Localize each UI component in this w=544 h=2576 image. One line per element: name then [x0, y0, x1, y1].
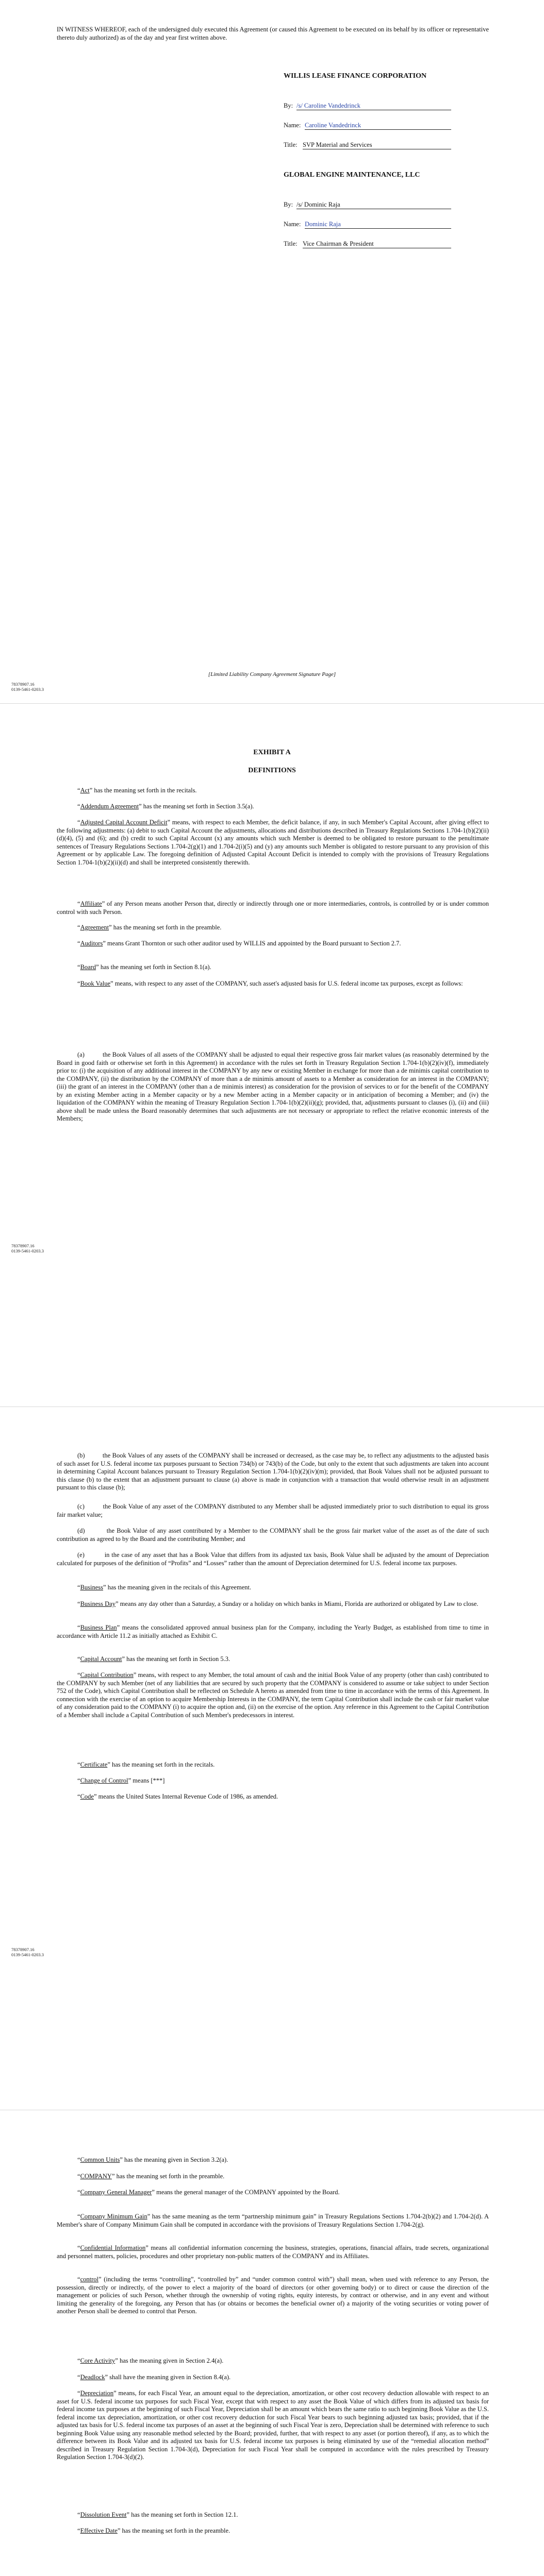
definition-paragraph: “Agreement” has the meaning set forth in the preamble.	[77, 924, 222, 931]
definition-term: Capital Account	[80, 1655, 122, 1663]
definition-text: means the United States Internal Revenue Code of 1986, as amended.	[96, 1793, 278, 1800]
definition-paragraph: “Company General Manager” means the general manager of the COMPANY appointed by the Board.	[77, 2189, 340, 2196]
definition-term: Deadlock	[80, 2374, 105, 2381]
definition-text: shall have the meaning given in Section 8.4(a).	[108, 2374, 231, 2381]
definition-term: Core Activity	[80, 2357, 116, 2364]
definition-paragraph: “Business Plan” means the consolidated approved annual business plan for the Company, including the Yearly Budget, as established from time to time in accordance with Article 11.2 as initially attached as Exhibit C.	[57, 1624, 489, 1639]
signature-title-value: Vice Chairman & President	[303, 240, 451, 248]
by-label: By:	[284, 102, 293, 109]
definition-text: has the same meaning as the term “partnership minimum gain” in Treasury Regulations Sections 1.704-2(b)(2) and 1.704-2(d). A Member's share of Company Minimum Gain shall be computed in accordance with the provisions of Treasury Regulations Section 1.704-2(g).	[57, 2213, 489, 2228]
definition-paragraph: “Code” means the United States Internal Revenue Code of 1986, as amended.	[77, 1793, 278, 1800]
definition-text: has the meaning given in Section 2.4(a).	[118, 2357, 224, 2364]
company-name-willis: WILLIS LEASE FINANCE CORPORATION	[284, 72, 427, 80]
signature-by-value: /s/ Dominic Raja	[296, 201, 451, 209]
definition-paragraph: “control” (including the terms “controlling”, “controlled by” and “under common control with”) shall mean, when used with reference to any Person, the possession, directly or indirectly, of the power to elect a majority of the board of directors (or other governing body) or to direct or cause the direction of the management or policies of such Person, whether through the ownership of voting rights, equity interests, by contract or otherwise, and in any event and without limiting the generality of the foregoing, any Person that has (or obtains or becomes the beneficial owner of) a majority of the voting securities or voting power of another Person shall be deemed to control that Person.	[57, 2276, 489, 2315]
definition-term: Certificate	[80, 1761, 108, 1768]
book-value-clause-b: (b) the Book Values of any assets of the COMPANY shall be increased or decreased, as the case may be, to reflect any adjustments to the adjusted basis of such asset for U.S. federal income tax purposes pursuant to Section 734(b) or 743(b) of the Code, but only to the extent that such adjustments are taken into account in determining Capital Account balances pursuant to Treasury Regulation Section 1.704-1(b)(2)(iv)(m); provided, that Book Values shall not be adjusted pursuant to this clause (b) to the extent that an adjustment pursuant to clause (a) above is made in conjunction with a transaction that would otherwise result in an adjustment pursuant to this clause (b);	[57, 1452, 489, 1491]
definition-paragraph: “Business” has the meaning given in the recitals of this Agreement.	[77, 1584, 252, 1591]
page-footer: 78378907.16 0139-5461-0203.3	[11, 1243, 44, 1253]
definition-paragraph: “Company Minimum Gain” has the same meaning as the term “partnership minimum gain” in Treasury Regulations Sections 1.704-2(b)(2) and 1.704-2(d). A Member's share of Company Minimum Gain shall be computed in accordance with the provisions of Treasury Regulations Section 1.704-2(g).	[57, 2213, 489, 2228]
definition-paragraph: “Common Units” has the meaning given in Section 3.2(a).	[77, 2156, 228, 2163]
company-name-gem: GLOBAL ENGINE MAINTENANCE, LLC	[284, 171, 420, 179]
definition-paragraph: “Core Activity” has the meaning given in Section 2.4(a).	[77, 2357, 224, 2364]
definition-paragraph: “Dissolution Event” has the meaning set forth in Section 12.1.	[77, 2511, 238, 2518]
definition-text: has the meaning given in the recitals of this Agreement.	[106, 1584, 252, 1591]
definition-term: Business Day	[80, 1600, 116, 1607]
definition-text: has the meaning set forth in Section 5.3.	[125, 1655, 230, 1663]
title-label: Title:	[284, 141, 298, 148]
definition-paragraph: “Addendum Agreement” has the meaning set forth in Section 3.5(a).	[77, 803, 254, 810]
name-label: Name:	[284, 122, 301, 129]
book-value-clause-c: (c) the Book Value of any asset of the COMPANY distributed to any Member shall be adjusted immediately prior to such distribution to equal its gross fair market value;	[57, 1503, 489, 1518]
definition-text: has the meaning set forth in the preamble.	[114, 2173, 225, 2180]
exhibit-title: EXHIBIT A	[253, 749, 291, 756]
definition-term: Change of Control	[80, 1777, 128, 1784]
definition-text: has the meaning set forth in the recitals.	[110, 1761, 215, 1768]
definition-term: Business Plan	[80, 1624, 117, 1631]
definition-term: Affiliate	[80, 900, 102, 907]
definition-paragraph: “Effective Date” has the meaning set forth in the preamble.	[77, 2527, 230, 2534]
book-value-clause-a: (a) the Book Values of all assets of the COMPANY shall be adjusted to equal their respective gross fair market values (as reasonably determined by the Board in good faith or otherwise set forth in this Agreement) in accordance with the rules set forth in Treasury Regulation Section 1.704-1(b)(2)(iv)(f), immediately prior to: (i) the acquisition of any additional interest in the COMPANY by any new or existing Member in exchange for more than a de minimis capital contribution to the COMPANY, (ii) the distribution by the COMPANY of more than a de minimis amount of assets to a Member as consideration for an interest in the COMPANY; (iii) the grant of an interest in the COMPANY (other than a de minimis interest) as consideration for the provision of services to or for the benefit of the COMPANY by an existing Member acting in a Member capacity or by a new Member acting in a Member capacity or in anticipation of becoming a Member; and (iv) the liquidation of the COMPANY within the meaning of Treasury Regulation Section 1.704-1(b)(2)(ii)(g); provided, that, adjustments pursuant to clauses (i), (ii) and (iii) above shall be made unless the Board reasonably determines that such adjustments are not necessary or appropriate to reflect the relative economic interests of the Members;	[57, 1051, 489, 1122]
definition-text: has the meaning set forth in Section 12.1.	[129, 2511, 238, 2518]
book-value-clause-d: (d) the Book Value of any asset contributed by a Member to the COMPANY shall be the gross fair market value of the asset as of the date of such contribution as agreed to by the Board and the contributing Member; and	[57, 1527, 489, 1543]
definition-text: has the meaning set forth in Section 8.1(a).	[98, 963, 211, 971]
definition-text: means [***]	[131, 1777, 165, 1784]
definition-text: has the meaning given in Section 3.2(a).	[122, 2156, 228, 2163]
definition-paragraph: “Depreciation” means, for each Fiscal Year, an amount equal to the depreciation, amortization, or other cost recovery deduction allowable with respect to an asset for U.S. federal income tax purposes for such Fiscal Year, except that with respect to any asset the Book Value of which differs from its adjusted tax basis for federal income tax purposes at the beginning of such Fiscal Year, Depreciation shall be an amount which bears the same ratio to such beginning Book Value as the U.S. federal income tax depreciation, amortization, or other cost recovery deduction for such Fiscal Year bears to such beginning adjusted tax basis; provided, that if the adjusted tax basis for U.S. federal income tax purposes of an asset at the beginning of such Fiscal Year is zero, Depreciation shall be determined with reference to such beginning Book Value using any reasonable method selected by the Board; provided, further, that with respect to any asset (or portion thereof), if any, as to which the difference between its Book Value and its adjusted tax basis for U.S. federal income tax purposes is being eliminated by use of the “remedial allocation method” described in Treasury Regulation Section 1.704-3(d), Depreciation for such Fiscal Year shall be computed in accordance with the rules prescribed by Treasury Regulation Section 1.704-3(d)(2).	[57, 2389, 489, 2461]
definition-text: means the consolidated approved annual business plan for the Company, including the Yearly Budget, as established from time to time in accordance with Article 11.2 as initially attached as Exhibit C.	[57, 1624, 489, 1639]
page-footer: 78378907.16 0139-5461-0203.3	[11, 1947, 44, 1957]
signature-name-value: Caroline Vandedrinck	[305, 122, 451, 130]
definition-text: of any Person means another Person that, directly or indirectly through one or more intermediaries, controls, is controlled by or is under common control with such Person.	[57, 900, 489, 916]
definition-text: means, for each Fiscal Year, an amount equal to the depreciation, amortization, or other cost recovery deduction allowable with respect to an asset for U.S. federal income tax purposes for such Fiscal Year, except that with respect to any asset the Book Value of which differs from its adjusted tax basis for federal income tax purposes at the beginning of such Fiscal Year, Depreciation shall be an amount which bears the same ratio to such beginning Book Value as the U.S. federal income tax depreciation, amortization, or other cost recovery deduction for such Fiscal Year bears to such beginning adjusted tax basis; provided, that if the adjusted tax basis for U.S. federal income tax purposes of an asset at the beginning of such Fiscal Year is zero, Depreciation shall be determined with reference to such beginning Book Value using any reasonable method selected by the Board; provided, further, that with respect to any asset (or portion thereof), if any, as to which the difference between its Book Value and its adjusted tax basis for U.S. federal income tax purposes is being eliminated by use of the “remedial allocation method” described in Treasury Regulation Section 1.704-3(d), Depreciation for such Fiscal Year shall be computed in accordance with the rules prescribed by Treasury Regulation Section 1.704-3(d)(2).	[57, 2389, 489, 2461]
page-divider	[0, 703, 544, 704]
page-footer: 78378907.16 0139-5461-0203.3	[11, 682, 44, 692]
signature-title-value: SVP Material and Services	[303, 141, 451, 149]
definition-paragraph: “Capital Account” has the meaning set forth in Section 5.3.	[77, 1655, 230, 1663]
definition-term: Confidential Information	[80, 2244, 146, 2251]
definition-paragraph: “COMPANY” has the meaning set forth in the preamble.	[77, 2173, 225, 2180]
definition-term: control	[80, 2276, 98, 2283]
definition-text: has the meaning set forth in Section 3.5(a).	[141, 803, 254, 810]
definition-term: Common Units	[80, 2156, 120, 2163]
definition-paragraph: “Business Day” means any day other than a Saturday, a Sunday or a holiday on which banks in Miami, Florida are authorized or obligated by Law to close.	[77, 1600, 479, 1607]
definition-paragraph: “Affiliate” of any Person means another Person that, directly or indirectly through one or more intermediaries, controls, is controlled by or is under common control with such Person.	[57, 900, 489, 916]
definition-paragraph: “Deadlock” shall have the meaning given in Section 8.4(a).	[77, 2374, 231, 2381]
witness-paragraph: IN WITNESS WHEREOF, each of the undersigned duly executed this Agreement (or caused this Agreement to be executed on its behalf by its officer or representative thereto duly authorized) as of the day and year first written above.	[57, 26, 489, 41]
definition-term: Board	[80, 963, 96, 971]
definition-term: Act	[80, 787, 90, 794]
definition-term: Effective Date	[80, 2527, 118, 2534]
definition-text: means any day other than a Saturday, a Sunday or a holiday on which banks in Miami, Florida are authorized or obligated by Law to close.	[118, 1600, 479, 1607]
definition-text: has the meaning set forth in the preamble.	[120, 2527, 230, 2534]
definition-paragraph: “Capital Contribution” means, with respect to any Member, the total amount of cash and the initial Book Value of any property (other than cash) contributed to the COMPANY by such Member (net of any liabilities that are secured by such property that the COMPANY is considered to assume or take subject to under Section 752 of the Code), which Capital Contribution shall be reflected on Schedule A hereto as amended from time to time in accordance with the terms of this Agreement. In connection with the exercise of an option to acquire Membership Interests in the COMPANY, the term Capital Contribution shall include the cash or fair market value of any consideration paid to the COMPANY (i) to acquire the option and, (ii) on the exercise of the option. Any reference in this Agreement to the Capital Contribution of a Member shall include a Capital Contribution of such Member's predecessors in interest.	[57, 1671, 489, 1719]
definition-text: (including the terms “controlling”, “controlled by” and “under common control with”) shall mean, when used with reference to any Person, the possession, directly or indirectly, of the power to elect a majority of the board of directors (or other governing body) or to direct or cause the direction of the management or policies of such Person, whether through the ownership of voting rights, equity interests, by contract or otherwise, and in any event and without limiting the generality of the foregoing, any Person that has (or obtains or becomes the beneficial owner of) a majority of the voting securities or voting power of another Person shall be deemed to control that Person.	[57, 2276, 489, 2315]
definition-term: Depreciation	[80, 2389, 114, 2397]
definition-text: means, with respect to each Member, the deficit balance, if any, in such Member's Capital Account, after giving effect to the following adjustments: (a) debit to such Capital Account the adjustments, allocations and distributions described in Treasury Regulations Sections 1.704-1(b)(2)(ii)(d)(4), (5) and (6); and (b) credit to such Capital Account (x) any amounts which such Member is deemed to be obligated to restore pursuant to the penultimate sentences of Treasury Regulations Sections 1.704-2(g)(1) and 1.704-2(i)(5) and (y) any amounts such Member is obligated to restore pursuant to any provision of this Agreement or by applicable Law. The foregoing definition of Adjusted Capital Account Deficit is intended to comply with the provisions of Treasury Regulations Section 1.704-1(b)(2)(ii)(d) and shall be interpreted consistently therewith.	[57, 819, 489, 866]
definition-term: COMPANY	[80, 2173, 112, 2180]
exhibit-subtitle: DEFINITIONS	[248, 767, 296, 774]
definition-paragraph: “Confidential Information” means all confidential information concerning the business, strategies, operations, financial affairs, trade secrets, organizational and personnel matters, policies, procedures and other proprietary non-public matters of the COMPANY and its Affiliates.	[57, 2244, 489, 2260]
page-divider	[0, 1406, 544, 1407]
definition-term: Book Value	[80, 980, 111, 987]
definition-term: Addendum Agreement	[80, 803, 139, 810]
definition-term: Adjusted Capital Account Deficit	[80, 819, 168, 826]
definition-term: Agreement	[80, 924, 109, 931]
by-label: By:	[284, 201, 293, 208]
name-label: Name:	[284, 221, 301, 228]
definition-text: has the meaning set forth in the preamble.	[111, 924, 222, 931]
definition-term: Code	[80, 1793, 94, 1800]
signature-name-value: Dominic Raja	[305, 221, 451, 229]
definition-paragraph: “Act” has the meaning set forth in the recitals.	[77, 787, 197, 794]
definition-text: means all confidential information concerning the business, strategies, operations, financial affairs, trade secrets, organizational and personnel matters, policies, procedures and other proprietary non-public matters of the COMPANY and its Affiliates.	[57, 2244, 489, 2260]
definition-term: Business	[80, 1584, 104, 1591]
definition-term: Dissolution Event	[80, 2511, 127, 2518]
signature-page-caption: [Limited Liability Company Agreement Signature Page]	[208, 671, 336, 677]
definition-text: means, with respect to any Member, the total amount of cash and the initial Book Value of any property (other than cash) contributed to the COMPANY by such Member (net of any liabilities that are secured by such property that the COMPANY is considered to assume or take subject to under Section 752 of the Code), which Capital Contribution shall be reflected on Schedule A hereto as amended from time to time in accordance with the terms of this Agreement. In connection with the exercise of an option to acquire Membership Interests in the COMPANY, the term Capital Contribution shall include the cash or fair market value of any consideration paid to the COMPANY (i) to acquire the option and, (ii) on the exercise of the option. Any reference in this Agreement to the Capital Contribution of a Member shall include a Capital Contribution of such Member's predecessors in interest.	[57, 1671, 489, 1719]
definition-paragraph: “Auditors” means Grant Thornton or such other auditor used by WILLIS and appointed by the Board pursuant to Section 2.7.	[77, 940, 401, 947]
definition-paragraph: “Change of Control” means [***]	[77, 1777, 165, 1784]
definition-term: Company General Manager	[80, 2189, 152, 2196]
definition-text: means Grant Thornton or such other auditor used by WILLIS and appointed by the Board pursuant to Section 2.7.	[105, 940, 401, 947]
definition-term: Company Minimum Gain	[80, 2213, 147, 2220]
definition-text: means the general manager of the COMPANY appointed by the Board.	[154, 2189, 340, 2196]
definition-term: Capital Contribution	[80, 1671, 134, 1679]
definition-term: Auditors	[80, 940, 103, 947]
definition-text: has the meaning set forth in the recitals.	[92, 787, 197, 794]
signature-by-value: /s/ Caroline Vandedrinck	[296, 102, 451, 110]
title-label: Title:	[284, 240, 298, 247]
definition-paragraph: “Adjusted Capital Account Deficit” means, with respect to each Member, the deficit balance, if any, in such Member's Capital Account, after giving effect to the following adjustments: (a) debit to such Capital Account the adjustments, allocations and distributions described in Treasury Regulations Sections 1.704-1(b)(2)(ii)(d)(4), (5) and (6); and (b) credit to such Capital Account (x) any amounts which such Member is deemed to be obligated to restore pursuant to the penultimate sentences of Treasury Regulations Sections 1.704-2(g)(1) and 1.704-2(i)(5) and (y) any amounts such Member is obligated to restore pursuant to any provision of this Agreement or by applicable Law. The foregoing definition of Adjusted Capital Account Deficit is intended to comply with the provisions of Treasury Regulations Section 1.704-1(b)(2)(ii)(d) and shall be interpreted consistently therewith.	[57, 819, 489, 866]
definition-paragraph: “Board” has the meaning set forth in Section 8.1(a).	[77, 963, 211, 971]
definition-paragraph: “Certificate” has the meaning set forth in the recitals.	[77, 1761, 215, 1768]
definition-paragraph: “Book Value” means, with respect to any asset of the COMPANY, such asset's adjusted basis for U.S. federal income tax purposes, except as follows:	[77, 980, 463, 987]
definition-text: means, with respect to any asset of the COMPANY, such asset's adjusted basis for U.S. federal income tax purposes, except as follows:	[113, 980, 463, 987]
book-value-clause-e: (e) in the case of any asset that has a Book Value that differs from its adjusted tax basis, Book Value shall be adjusted by the amount of Depreciation calculated for purposes of the definition of “Profits” and “Losses” rather than the amount of Depreciation determined for U.S. federal income tax purposes.	[57, 1551, 489, 1567]
